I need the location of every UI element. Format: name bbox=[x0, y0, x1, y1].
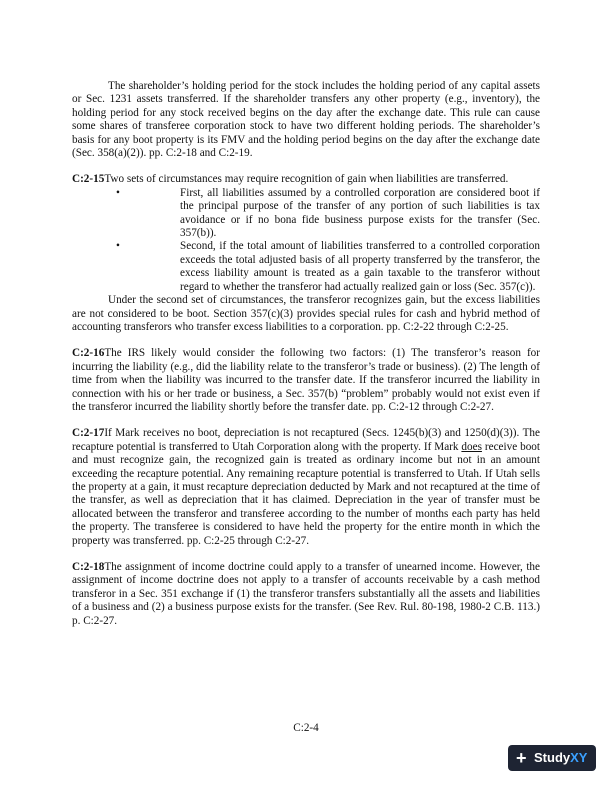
list-item: • First, all liabilities assumed by a controlled corporation are considered boot if the principal purpose of the transfer of any portion of such liabilities is tax avoidance or if no bona fide business purpose exists for the transfer (Sec. 357(b)). bbox=[116, 186, 540, 240]
holding-period-paragraph: The shareholder’s holding period for the stock includes the holding period of any capital assets or Sec. 1231 assets transferred. If the shareholder transfers any other property (e.g., inventory), the holding period for any stock received begins on the day after the exchange date. This rule can cause some shares of transferee corporation stock to have two different holding periods. The shareholder’s basis for any boot property is its FMV and the holding period begins on the day after the exchange date (Sec. 358(a)(2)). pp. C:2-18 and C:2-19. bbox=[72, 80, 540, 160]
followup-paragraph: Under the second set of circumstances, the transferor recognizes gain, but the excess liabilities are not considered to be boot. Section 357(c)(3) provides special rules for cash and hybrid method of accounting transferors who transfer excess liabilities to a corporation. pp. C:2-22 through C:2-25. bbox=[72, 294, 540, 333]
question-label: C:2-18 bbox=[72, 561, 105, 573]
plus-icon: + bbox=[516, 748, 527, 768]
document-body bbox=[72, 80, 540, 628]
list-item: • Second, if the total amount of liabilities transferred to a controlled corporation exceeds the total adjusted basis of all property transferred by the transferor, the excess liability amount is treated as a gain taxable to the transferor without regard to whether the transferor had actually realized gain or loss (Sec. 357(c)). bbox=[116, 240, 540, 293]
question-text: If Mark receives no boot, depreciation is not recaptured (Secs. 1245(b)(3) and 1250(d)(3)). The recapture potential is transferred to Utah Corporation along with the property. If Mark bbox=[72, 427, 540, 453]
brand-logo: StudyXY bbox=[534, 750, 588, 765]
page-number: C:2-4 bbox=[293, 722, 319, 734]
question-text: Two sets of circumstances may require recognition of gain when liabilities are transferred. bbox=[104, 173, 509, 186]
bullet-list bbox=[72, 187, 540, 294]
question-label: C:2-15 bbox=[72, 173, 105, 186]
emphasis-text: does bbox=[461, 440, 482, 453]
question-c2-17: C:2-17If Mark receives no boot, depreciation is not recaptured (Secs. 1245(b)(3) and 1250(d)(3)). The recapture potential is transferred to Utah Corporation along with the property. If Mark does receive boot and must recognize gain, the recognized gain is treated as ordinary income but not in an amount exceeding the recapture potential. Any remaining recapture potential is transferred to Utah. If Utah sells the property at a gain, it must recapture depreciation deducted by Mark and not recaptured at the time of the transfer, as well as depreciation that it has claimed. Depreciation in the year of transfer must be allocated between the transferor and transferee according to the number of months each party has held the property. The transferee is considered to have held the property for the entire month in which the property was transferred. pp. C:2-25 through C:2-27. bbox=[72, 427, 540, 547]
question-c2-15 bbox=[72, 173, 540, 334]
bullet-icon: • bbox=[116, 186, 120, 199]
bullet-icon: • bbox=[116, 240, 120, 253]
question-c2-18 bbox=[72, 561, 540, 628]
studyxy-badge[interactable] bbox=[508, 745, 596, 771]
question-text: The IRS likely would consider the following two factors: (1) The transferor’s reason for incurring the liability (e.g., did the liability relate to the transferor’s trade or business). (2) The length of time from when the liability was incurred to the transfer date. If the transferor incurred the liability in connection with his or her trade or business, a Sec. 357(b) “problem” probably would not exist even if the transferor incurred the liability shortly before the transfer date. pp. C:2-12 through C:2-27. bbox=[72, 347, 540, 413]
question-label: C:2-17 bbox=[72, 427, 105, 440]
question-text: The assignment of income doctrine could apply to a transfer of unearned income. However, the assignment of income doctrine does not apply to a transfer of accounts receivable by a cash method transferor in a Sec. 351 exchange if (1) the transferor transfers substantially all the assets and liabilities of a business and (2) a business purpose exists for the transfer. (See Rev. Rul. 80-198, 1980-2 C.B. 113.) p. C:2-27. bbox=[72, 561, 540, 627]
question-label: C:2-16 bbox=[72, 347, 105, 360]
question-c2-16 bbox=[72, 347, 540, 414]
